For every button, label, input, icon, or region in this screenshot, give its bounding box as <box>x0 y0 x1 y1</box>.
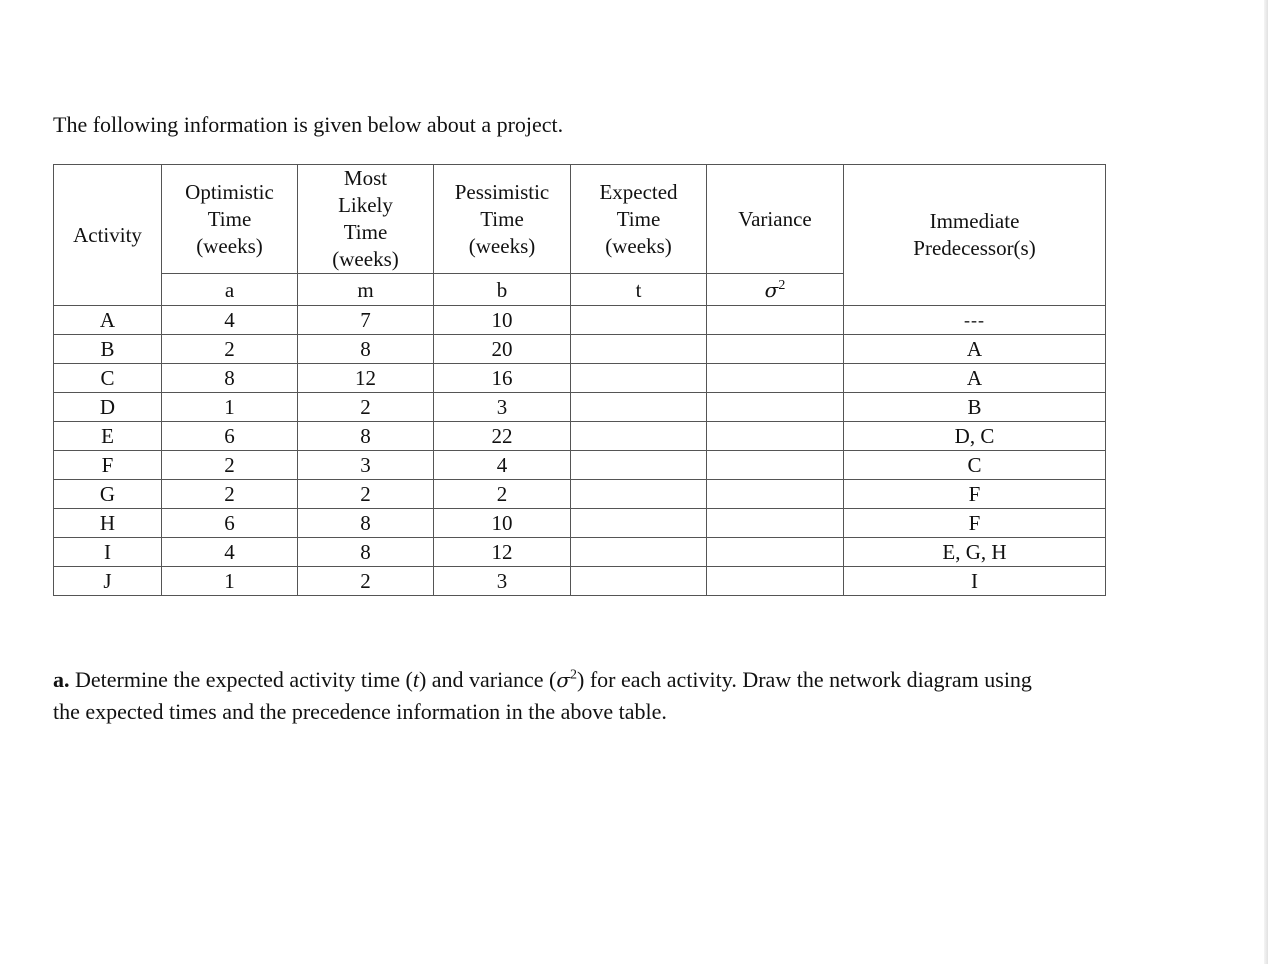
cell-t <box>571 451 707 480</box>
cell-pred: F <box>844 480 1106 509</box>
cell-pred: B <box>844 393 1106 422</box>
symbol-t: t <box>571 274 707 306</box>
cell-m: 8 <box>298 538 434 567</box>
cell-variance <box>707 422 844 451</box>
intro-text: The following information is given below about a project. <box>53 112 564 137</box>
header-pessimistic-time: Pessimistic Time (weeks) <box>434 165 571 274</box>
cell-activity: A <box>54 306 162 335</box>
header-most-likely-time: Most Likely Time (weeks) <box>298 165 434 274</box>
symbol-sigma-squared: $\sigma^2$ <box>707 274 844 306</box>
header-activity: Activity <box>54 165 162 306</box>
cell-activity: D <box>54 393 162 422</box>
table-row <box>54 335 1106 364</box>
cell-t <box>571 538 707 567</box>
cell-pred: A <box>844 335 1106 364</box>
project-activity-table <box>53 164 1106 596</box>
cell-variance <box>707 364 844 393</box>
cell-variance <box>707 538 844 567</box>
cell-pred: I <box>844 567 1106 596</box>
cell-pred: D, C <box>844 422 1106 451</box>
symbol-a: a <box>162 274 298 306</box>
cell-m: 8 <box>298 422 434 451</box>
cell-activity: J <box>54 567 162 596</box>
table-row <box>54 306 1106 335</box>
cell-t <box>571 509 707 538</box>
cell-a: 2 <box>162 480 298 509</box>
cell-pred: --- <box>844 306 1106 335</box>
cell-a: 2 <box>162 451 298 480</box>
page-edge-shadow <box>1264 0 1268 964</box>
cell-m: 7 <box>298 306 434 335</box>
cell-a: 4 <box>162 538 298 567</box>
cell-a: 8 <box>162 364 298 393</box>
cell-m: 12 <box>298 364 434 393</box>
table-body <box>54 306 1106 596</box>
cell-variance <box>707 509 844 538</box>
question-label: a. <box>53 667 70 692</box>
table-row <box>54 364 1106 393</box>
cell-b: 20 <box>434 335 571 364</box>
cell-activity: H <box>54 509 162 538</box>
cell-variance <box>707 480 844 509</box>
table-row <box>54 451 1106 480</box>
cell-a: 4 <box>162 306 298 335</box>
cell-pred: C <box>844 451 1106 480</box>
cell-m: 2 <box>298 567 434 596</box>
symbol-b: b <box>434 274 571 306</box>
table-row <box>54 538 1106 567</box>
table-row <box>54 509 1106 538</box>
cell-b: 16 <box>434 364 571 393</box>
symbol-m: m <box>298 274 434 306</box>
cell-t <box>571 364 707 393</box>
cell-b: 3 <box>434 567 571 596</box>
cell-b: 2 <box>434 480 571 509</box>
cell-b: 22 <box>434 422 571 451</box>
cell-activity: E <box>54 422 162 451</box>
cell-t <box>571 480 707 509</box>
cell-b: 12 <box>434 538 571 567</box>
cell-m: 2 <box>298 393 434 422</box>
cell-variance <box>707 567 844 596</box>
cell-variance <box>707 335 844 364</box>
cell-t <box>571 306 707 335</box>
header-variance: Variance <box>707 165 844 274</box>
cell-a: 6 <box>162 509 298 538</box>
cell-a: 2 <box>162 335 298 364</box>
cell-activity: B <box>54 335 162 364</box>
table-row <box>54 567 1106 596</box>
cell-activity: G <box>54 480 162 509</box>
cell-a: 1 <box>162 393 298 422</box>
cell-a: 6 <box>162 422 298 451</box>
cell-variance <box>707 451 844 480</box>
cell-b: 4 <box>434 451 571 480</box>
cell-b: 10 <box>434 509 571 538</box>
question-a: a. Determine the expected activity time (t) and variance $(\sigma^2)$ for each activity. Draw the network diagram using the expected times and the precedence information in the above table. <box>53 667 1032 724</box>
cell-t <box>571 393 707 422</box>
header-expected-time: Expected Time (weeks) <box>571 165 707 274</box>
cell-activity: F <box>54 451 162 480</box>
table-row <box>54 393 1106 422</box>
header-immediate-predecessors: Immediate Predecessor(s) <box>844 165 1106 306</box>
cell-pred: A <box>844 364 1106 393</box>
header-optimistic-time: Optimistic Time (weeks) <box>162 165 298 274</box>
cell-t <box>571 335 707 364</box>
table-row <box>54 480 1106 509</box>
cell-activity: C <box>54 364 162 393</box>
cell-b: 10 <box>434 306 571 335</box>
cell-m: 2 <box>298 480 434 509</box>
table-row <box>54 422 1106 451</box>
cell-pred: E, G, H <box>844 538 1106 567</box>
cell-m: 8 <box>298 509 434 538</box>
cell-variance <box>707 393 844 422</box>
cell-activity: I <box>54 538 162 567</box>
cell-pred: F <box>844 509 1106 538</box>
cell-m: 8 <box>298 335 434 364</box>
cell-b: 3 <box>434 393 571 422</box>
cell-t <box>571 422 707 451</box>
cell-t <box>571 567 707 596</box>
cell-a: 1 <box>162 567 298 596</box>
cell-variance <box>707 306 844 335</box>
cell-m: 3 <box>298 451 434 480</box>
